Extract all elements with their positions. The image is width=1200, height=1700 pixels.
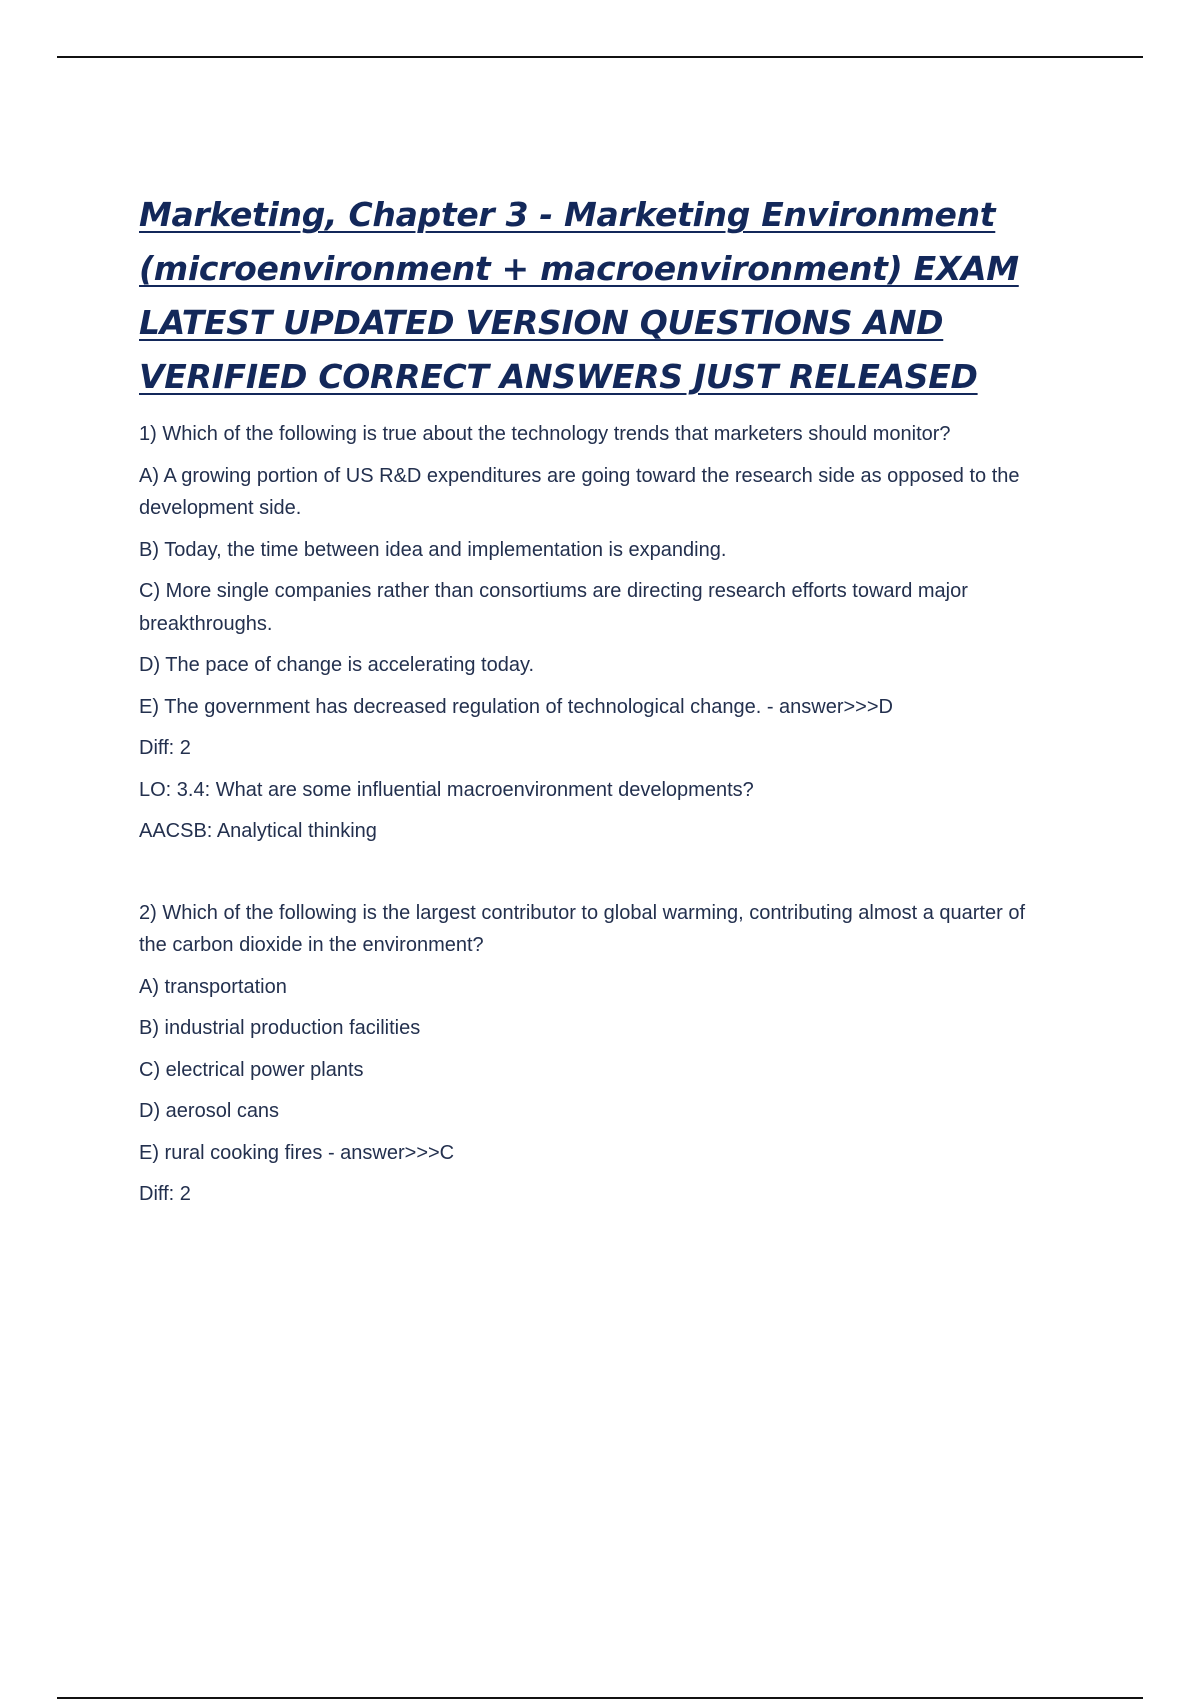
learning-objective: LO: 3.4: What are some influential macroenvironment developments? xyxy=(139,778,754,801)
answer-option-c: C) electrical power plants xyxy=(139,1058,364,1081)
answer-option-b: B) industrial production facilities xyxy=(139,1017,421,1039)
question-block-2 xyxy=(139,897,1039,1211)
difficulty-label: Diff: 2 xyxy=(139,1183,191,1205)
question-text: 2) Which of the following is the largest contributor to global warming, contributing almost a quarter of the carbon dioxide in the environment? xyxy=(139,901,1025,956)
top-rule xyxy=(57,56,1143,58)
answer-option-b: B) Today, the time between idea and implementation is expanding. xyxy=(139,538,727,561)
question-spacer xyxy=(139,857,1039,897)
question-block-1 xyxy=(139,418,1039,848)
answer-option-c: C) More single companies rather than consortiums are directing research efforts toward major breakthroughs. xyxy=(139,580,968,635)
aacsb-tag: AACSB: Analytical thinking xyxy=(139,820,377,842)
title-line-3: LATEST UPDATED VERSION QUESTIONS AND xyxy=(139,303,944,342)
document-body xyxy=(139,188,1039,1220)
title-line-2: (microenvironment + macroenvironment) EXAM xyxy=(139,249,1019,288)
answer-option-e: E) rural cooking fires - answer>>>C xyxy=(139,1141,455,1164)
question-text: 1) Which of the following is true about the technology trends that marketers should monitor? xyxy=(139,423,951,445)
answer-option-a: A) A growing portion of US R&D expenditures are going toward the research side as opposed to the development side. xyxy=(139,464,1020,519)
bottom-rule xyxy=(57,1697,1143,1699)
answer-option-e: E) The government has decreased regulation of technological change. - answer>>>D xyxy=(139,695,893,718)
difficulty-label: Diff: 2 xyxy=(139,737,191,759)
title-line-4: VERIFIED CORRECT ANSWERS JUST RELEASED xyxy=(139,357,978,396)
answer-option-a: A) transportation xyxy=(139,975,287,998)
answer-option-d: D) aerosol cans xyxy=(139,1100,280,1122)
answer-option-d: D) The pace of change is accelerating today. xyxy=(139,654,535,676)
document-title xyxy=(139,188,1039,404)
title-line-1: Marketing, Chapter 3 - Marketing Environment xyxy=(139,195,996,234)
